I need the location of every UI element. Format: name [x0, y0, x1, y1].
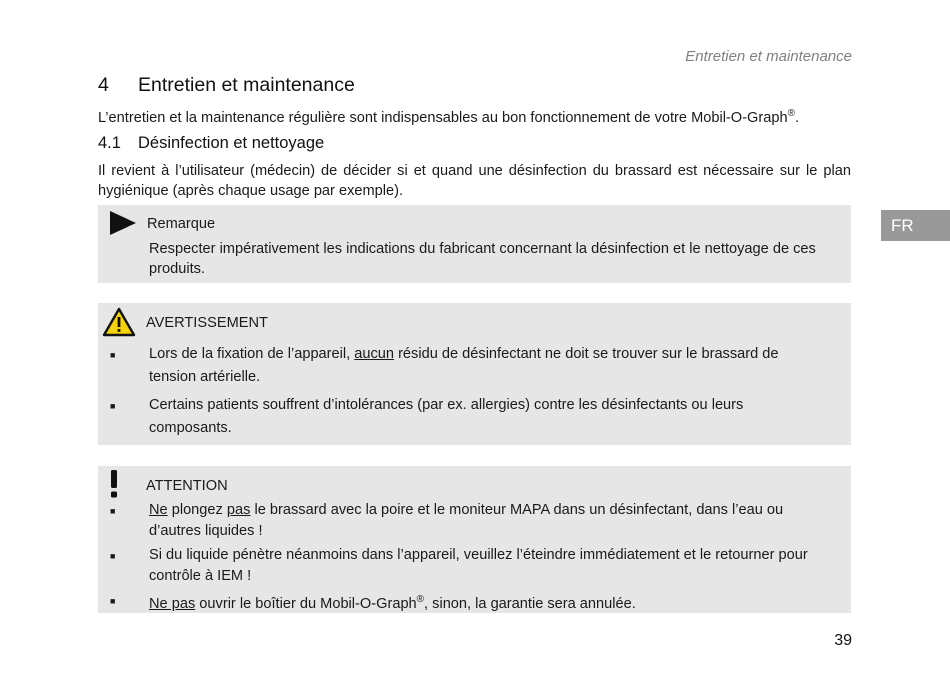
section-title: Entretien et maintenance [138, 74, 355, 96]
bullet-icon: ■ [110, 506, 116, 516]
section-heading [98, 74, 355, 97]
underlined-word: aucun [354, 346, 395, 362]
arrow-right-icon [110, 211, 136, 235]
underlined-word: pas [226, 502, 251, 518]
subsection-heading [98, 134, 324, 153]
registered-mark: ® [787, 108, 795, 119]
underlined-word: Ne [149, 502, 168, 518]
bullet-icon: ■ [110, 401, 116, 411]
attention-item-2: Si du liquide pénètre néanmoins dans l’appareil, veuillez l’éteindre immédiatement et le retourner pour contrôle à IEM ! [149, 547, 808, 584]
intro-text: L’entretien et la maintenance régulière sont indispensables au bon fonctionnement de votre Mobil-O-Graph [98, 109, 788, 126]
intro-end: . [794, 109, 800, 126]
note-body: Respecter impérativement les indications du fabricant concernant la désinfection et le nettoyage de ces produits. [149, 241, 816, 277]
note-box [98, 205, 851, 283]
warning-item-1: Lors de la fixation de l’appareil, aucun résidu de désinfectant ne doit se trouver sur le brassard de tension artérielle. [149, 346, 779, 385]
warning-title: AVERTISSEMENT [146, 315, 268, 331]
subsection-number: 4.1 [98, 134, 121, 152]
note-title: Remarque [147, 216, 216, 232]
attention-item-1: Ne plongez pas le brassard avec la poire et le moniteur MAPA dans un désinfectant, dans l’eau ou d’autres liquides ! [149, 502, 784, 539]
registered-mark: ® [416, 594, 425, 605]
warning-box [98, 303, 851, 445]
subsection-title: Désinfection et nettoyage [138, 134, 325, 152]
attention-title: ATTENTION [146, 478, 228, 494]
warning-item-2: Certains patients souffrent d’intolérances (par ex. allergies) contre les désinfectants ou leurs composants. [149, 397, 744, 436]
exclamation-icon [108, 470, 120, 498]
attention-box [98, 466, 851, 613]
section-intro [98, 104, 858, 128]
page-number: 39 [834, 632, 852, 649]
subsection-paragraph: Il revient à l’utilisateur (médecin) de décider si et quand une désinfection du brassard est nécessaire sur le plan hygiénique (après chaque usage par exemple). [98, 163, 851, 199]
bullet-icon: ■ [110, 350, 116, 360]
section-number: 4 [98, 74, 109, 96]
warning-triangle-icon [102, 307, 136, 337]
attention-item-3: Ne pas ouvrir le boîtier du Mobil-O-Graph®, sinon, la garantie sera annulée. [149, 594, 636, 612]
running-header: Entretien et maintenance [685, 48, 852, 65]
bullet-icon: ■ [110, 551, 116, 561]
language-tab: FR [881, 210, 950, 241]
underlined-word: Ne pas [149, 595, 196, 612]
bullet-icon: ■ [110, 596, 116, 606]
